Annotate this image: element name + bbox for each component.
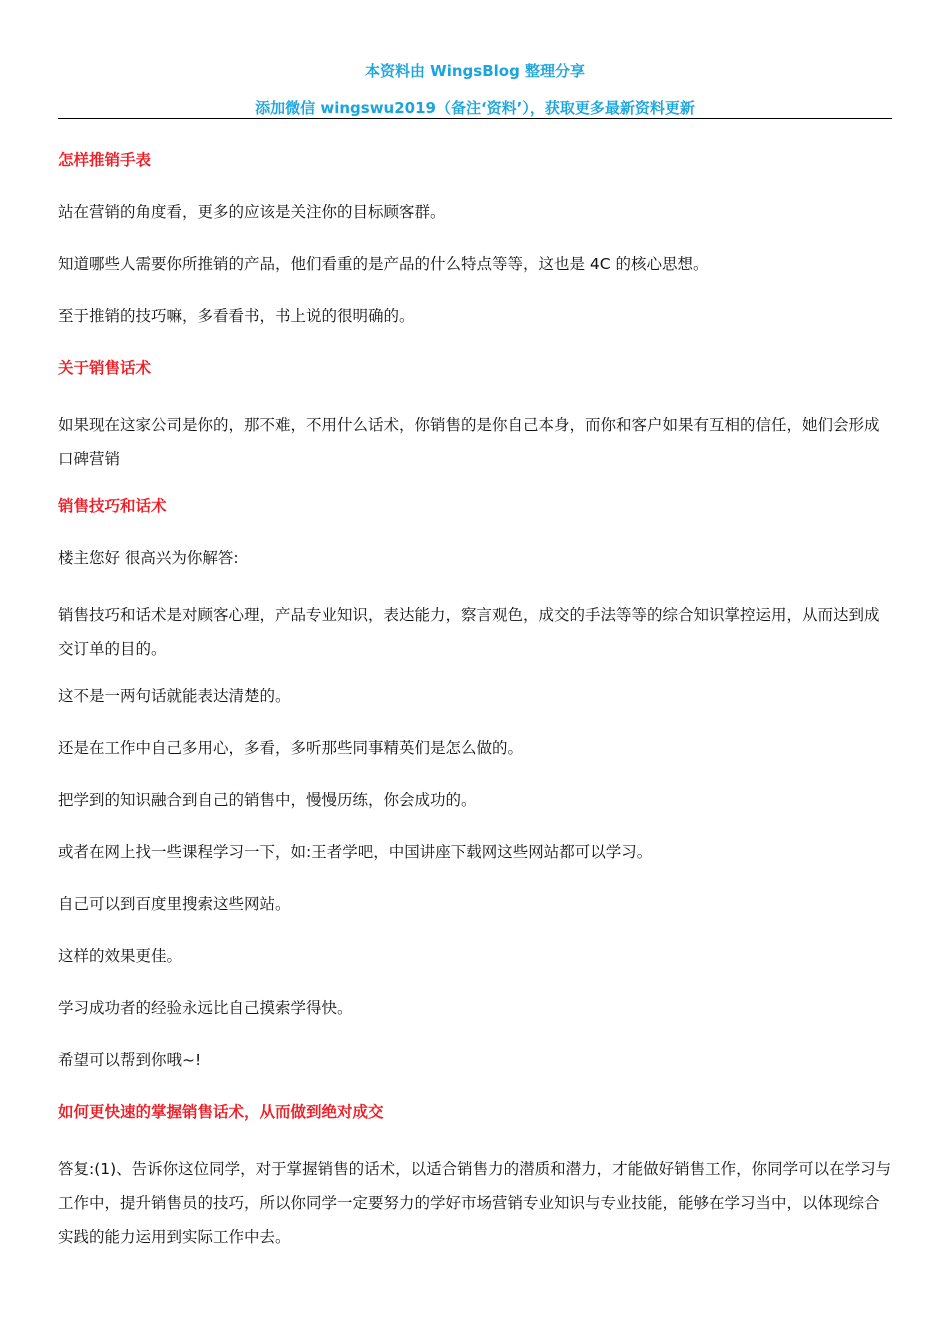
paragraph: 这样的效果更佳。	[58, 947, 183, 965]
paragraph: 如果现在这家公司是你的，那不难，不用什么话术，你销售的是你自己本身，而你和客户如果有互相的信任，她们会形成口碑营销	[58, 416, 880, 468]
paragraph: 自己可以到百度里搜索这些网站。	[58, 895, 291, 913]
paragraph: 希望可以帮到你哦~!	[58, 1051, 202, 1069]
paragraph: 或者在网上找一些课程学习一下，如:王者学吧，中国讲座下载网这些网站都可以学习。	[58, 843, 653, 861]
paragraph: 知道哪些人需要你所推销的产品，他们看重的是产品的什么特点等等，这也是 4C 的核心思想。	[58, 255, 709, 273]
paragraph: 学习成功者的经验永远比自己摸索学得快。	[58, 999, 353, 1017]
paragraph: 还是在工作中自己多用心，多看，多听那些同事精英们是怎么做的。	[58, 739, 524, 757]
section-heading: 销售技巧和话术	[58, 497, 167, 515]
header-share-note: 本资料由 WingsBlog 整理分享	[364, 62, 586, 80]
paragraph: 答复:(1)、告诉你这位同学，对于掌握销售的话术，以适合销售力的潜质和潜力，才能做好销售工作，你同学可以在学习与工作中，提升销售员的技巧，所以你同学一定要努力的学好市场营销专业知识与专业技能，能够在学习当中，以体现综合实践的能力运用到实际工作中去。	[58, 1160, 892, 1246]
header-divider	[58, 118, 892, 119]
paragraph: 楼主您好 很高兴为你解答:	[58, 549, 239, 567]
section-heading: 关于销售话术	[58, 359, 152, 377]
article-body	[58, 148, 892, 1272]
section-heading: 如何更快速的掌握销售话术，从而做到绝对成交	[58, 1103, 384, 1121]
header-wechat-note: 添加微信 wingswu2019（备注‘资料’），获取更多最新资料更新	[255, 99, 695, 117]
paragraph: 至于推销的技巧嘛，多看看书，书上说的很明确的。	[58, 307, 415, 325]
paragraph: 站在营销的角度看，更多的应该是关注你的目标顾客群。	[58, 203, 446, 221]
section-heading: 怎样推销手表	[58, 151, 152, 169]
paragraph: 把学到的知识融合到自己的销售中，慢慢历练，你会成功的。	[58, 791, 477, 809]
paragraph: 这不是一两句话就能表达清楚的。	[58, 687, 291, 705]
paragraph: 销售技巧和话术是对顾客心理，产品专业知识，表达能力，察言观色，成交的手法等等的综合知识掌控运用，从而达到成交订单的目的。	[58, 606, 880, 658]
